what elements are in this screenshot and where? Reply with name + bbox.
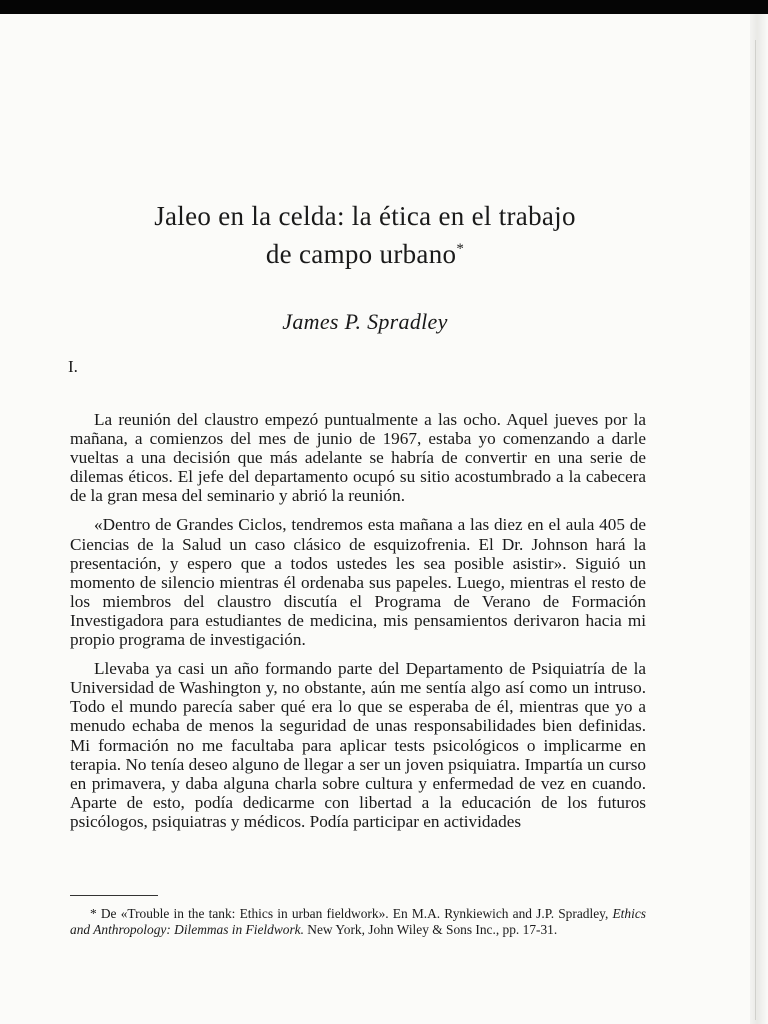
footnote-text-after: New York, John Wiley & Sons Inc., pp. 17-31. bbox=[303, 921, 558, 937]
chapter-title bbox=[60, 200, 670, 271]
paragraph-2: «Dentro de Grandes Ciclos, tendremos esta mañana a las diez en el aula 405 de Ciencias de la Salud un caso clásico de esquizofrenia. El Dr. Johnson hará la presentación, y espero que a todos ustedes les sea posible asistir». Siguió un momento de silencio mientras él ordenaba sus papeles. Luego, mientras el resto de los miembros del claustro discutía el Programa de Verano de Formación Investigadora para estudiantes de medicina, mis pensamientos derivaron hacia mi propio programa de investigación. bbox=[70, 515, 646, 650]
body-text bbox=[70, 410, 646, 841]
page-edge bbox=[750, 14, 768, 1024]
chapter-title-line-2-text: de campo urbano bbox=[265, 239, 457, 269]
chapter-title-line-2 bbox=[60, 233, 670, 271]
chapter-title-line-1: Jaleo en la celda: la ética en el trabajo bbox=[154, 201, 576, 231]
paragraph-1: La reunión del claustro empezó puntualmente a las ocho. Aquel jueves por la mañana, a comienzos del mes de junio de 1967, estaba yo comenzando a darle vueltas a una decisión que más adelante se habría de convertir en una serie de dilemas éticos. El jefe del departamento ocupó su sitio acostumbrado a la cabecera de la gran mesa del seminario y abrió la reunión. bbox=[70, 410, 646, 506]
footnote-text-before: De «Trouble in the tank: Ethics in urban fieldwork». En M.A. Rynkiewich and J.P. Spradley, bbox=[100, 906, 613, 921]
footnote-marker: * bbox=[90, 906, 97, 921]
footnote-book-title: Ethics and Anthropology: Dilemmas in Fieldwork. bbox=[70, 906, 646, 937]
page-edge-line bbox=[755, 40, 756, 1020]
section-number: I. bbox=[68, 357, 78, 376]
scan-top-border bbox=[0, 0, 768, 14]
footnote-separator bbox=[70, 895, 158, 896]
title-footnote-marker: * bbox=[456, 241, 465, 257]
author-name: James P. Spradley bbox=[282, 309, 448, 334]
paragraph-3: Llevaba ya casi un año formando parte del Departamento de Psiquiatría de la Universidad de Washington y, no obstante, aún me sentía algo así como un intruso. Todo el mundo parecía saber qué era lo que se esperaba de él, mientras que yo a menudo echaba de menos la seguridad de unas responsabilidades bien definidas. Mi formación no me facultaba para aplicar tests psicológicos o implicarme en terapia. No tenía deseo alguno de llegar a ser un joven psiquiatra. Impartía un curso en primavera, y daba alguna charla sobre cultura y enfermedad de vez en cuando. Aparte de esto, podía dedicarme con libertad a la educación de los futuros psicólogos, psiquiatras y médicos. Podía participar en actividades bbox=[70, 659, 646, 831]
footnote bbox=[70, 906, 646, 937]
